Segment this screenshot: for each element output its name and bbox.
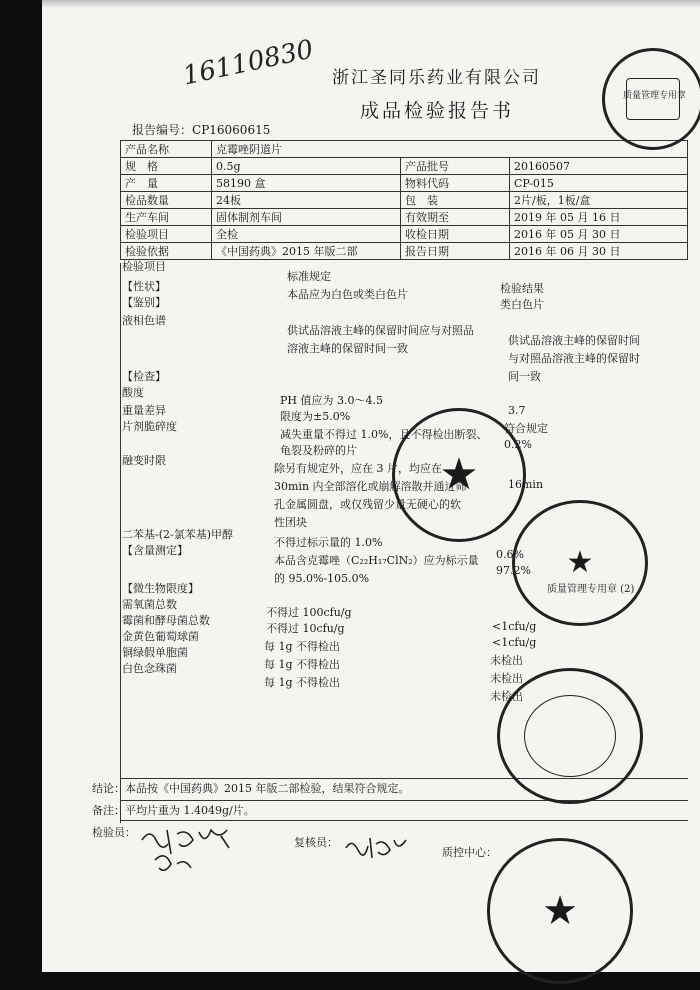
acidity-label: 酸度 [122, 386, 144, 399]
info-label: 检验项目 [121, 226, 212, 243]
seal-inner-ring [524, 695, 616, 777]
disintegration-label: 融变时限 [122, 454, 166, 467]
seal-star-icon: ★ [566, 545, 594, 580]
info-value: 全检 [212, 226, 401, 243]
aerobic-result: <1cfu/g [492, 620, 537, 633]
assay-standard-line-2: 的 95.0%-105.0% [274, 572, 370, 585]
assay-standard-line-1: 本品含克霉唑（C₂₂H₁₇ClN₂）应为标示量 [274, 554, 479, 567]
staph-label: 金黄色葡萄球菌 [122, 630, 199, 643]
info-value: 2016 年 06 月 30 日 [510, 243, 688, 260]
lc-standard-line-1: 供试品溶液主峰的保留时间应与对照品 [287, 324, 474, 337]
section-microbial: 【微生物限度】 [122, 582, 199, 595]
pseudomonas-result: 未检出 [490, 672, 523, 685]
remark: 备注：平均片重为 1.4049g/片。 [92, 804, 255, 817]
aerobic-standard: 不得过 100cfu/g [266, 606, 352, 619]
quality-seal-right [512, 500, 648, 626]
report-sheet [42, 8, 700, 972]
inspector-signature [137, 820, 267, 880]
candida-standard: 每 1g 不得检出 [264, 676, 341, 689]
company-name: 浙江圣同乐药业有限公司 [332, 68, 541, 88]
scan-black-edge-left [0, 0, 42, 990]
info-value: 20160507 [510, 158, 688, 175]
quality-seal-bottom-right [497, 668, 643, 804]
lc-result-line-2: 与对照品溶液主峰的保留时 [508, 352, 640, 365]
info-value: 《中国药典》2015 年版二部 [212, 243, 401, 260]
acidity-standard: PH 值应为 3.0～4.5 [280, 394, 383, 407]
lc-result-line-1: 供试品溶液主峰的保留时间 [508, 334, 640, 347]
section-identification: 【鉴别】 [122, 296, 166, 309]
company-seal-bottom [487, 838, 633, 984]
staph-standard: 每 1g 不得检出 [264, 640, 341, 653]
candida-result: 未检出 [490, 690, 523, 703]
info-label: 产品名称 [121, 141, 212, 158]
info-value: 24板 [212, 192, 401, 209]
info-label: 检品数量 [121, 192, 212, 209]
info-label: 检验依据 [121, 243, 212, 260]
info-label: 有效期至 [401, 209, 510, 226]
section-character: 【性状】 [122, 280, 166, 293]
friability-standard-line-1: 减失重量不得过 1.0%，且不得检出断裂、 [280, 428, 488, 441]
info-value: 0.5g [212, 158, 401, 175]
seal-star-icon: ★ [542, 888, 578, 934]
scan-shadow-top [42, 0, 700, 8]
info-value: CP-015 [510, 175, 688, 192]
conclusion: 结论：本品按《中国药典》2015 年版二部检验，结果符合规定。 [92, 782, 410, 795]
report-number [132, 121, 270, 138]
info-value: 固体制剂车间 [212, 209, 401, 226]
assay-result: 97.2% [496, 564, 531, 577]
info-label: 生产车间 [121, 209, 212, 226]
pseudomonas-standard: 每 1g 不得检出 [264, 658, 341, 671]
staph-result: 未检出 [490, 654, 523, 667]
lc-standard-line-2: 溶液主峰的保留时间一致 [287, 342, 408, 355]
pseudomonas-label: 铜绿假单胞菌 [122, 646, 188, 659]
seal-star-icon: ★ [439, 449, 479, 500]
info-row [121, 192, 688, 209]
disintegration-standard-line-2: 30min 内全部溶化或崩解溶散并通过筛 [274, 480, 467, 493]
info-label: 报告日期 [401, 243, 510, 260]
impurity-result: 0.6% [496, 548, 524, 561]
info-row [121, 226, 688, 243]
report-number-label: 报告编号： [132, 123, 193, 137]
mold-yeast-result: <1cfu/g [492, 636, 537, 649]
info-value: 克霉唑阴道片 [212, 141, 688, 158]
info-value: 2016 年 05 月 30 日 [510, 226, 688, 243]
reviewer-label: 复核员： [294, 836, 338, 849]
friability-result: 0.2% [504, 438, 532, 451]
disintegration-standard-line-4: 性团块 [274, 516, 307, 529]
report-number-value: CP16060615 [192, 123, 271, 137]
info-label: 收检日期 [401, 226, 510, 243]
section-check: 【检查】 [122, 370, 166, 383]
friability-standard-line-2: 龟裂及粉碎的片 [280, 444, 357, 457]
company-seal-center [392, 408, 526, 542]
candida-label: 白色念珠菌 [122, 662, 177, 675]
info-row [121, 243, 688, 260]
table-left-border [120, 263, 121, 823]
info-value: 2片/板，1板/盒 [510, 192, 688, 209]
character-standard: 本品应为白色或类白色片 [287, 288, 408, 301]
remark-top-border [120, 800, 688, 801]
seal-top-right-text: 质量管理专用章 [623, 91, 687, 101]
seal-right-text: 质量管理专用章 (2) [547, 584, 635, 595]
info-row [121, 158, 688, 175]
friability-label: 片剂脆碎度 [122, 420, 177, 433]
info-value: 2019 年 05 月 16 日 [510, 209, 688, 226]
info-label: 产品批号 [401, 158, 510, 175]
info-row [121, 209, 688, 226]
mold-yeast-standard: 不得过 10cfu/g [266, 622, 345, 635]
disintegration-result: 16min [508, 478, 544, 491]
product-info-table [120, 140, 688, 260]
document-title: 成品检验报告书 [360, 100, 515, 122]
inspector-label: 检验员： [92, 826, 136, 839]
info-label: 规 格 [121, 158, 212, 175]
mold-yeast-label: 霉菌和酵母菌总数 [122, 614, 210, 627]
weight-variation-label: 重量差异 [122, 404, 166, 417]
qa-label: 质控中心： [442, 846, 497, 859]
weight-variation-result: 符合规定 [504, 422, 548, 435]
col-header-standard: 标准规定 [287, 270, 331, 283]
quality-seal-top-right [602, 48, 700, 150]
col-header-result: 检验结果 [500, 282, 544, 295]
info-label: 物料代码 [401, 175, 510, 192]
lc-result-line-3: 间一致 [508, 370, 541, 383]
character-result: 类白色片 [500, 298, 544, 311]
section-assay: 【含量测定】 [122, 544, 188, 557]
info-value: 58190 盒 [212, 175, 401, 192]
acidity-result: 3.7 [508, 404, 526, 417]
info-label: 包 装 [401, 192, 510, 209]
reviewer-signature [342, 832, 412, 862]
lc-label: 液相色谱 [122, 314, 166, 327]
aerobic-label: 需氧菌总数 [122, 598, 177, 611]
disintegration-standard-line-3: 孔金属圆盘，或仅残留少量无硬心的软 [274, 498, 461, 511]
col-header-item: 检验项目 [122, 260, 166, 273]
handwritten-number: 16110830 [180, 34, 317, 92]
weight-variation-standard: 限度为±5.0% [280, 410, 351, 423]
disintegration-standard-line-1: 除另有规定外，应在 3 片，均应在 [274, 462, 442, 475]
info-row [121, 141, 688, 158]
impurity-standard: 不得过标示量的 1.0% [274, 536, 383, 549]
info-row [121, 175, 688, 192]
impurity-label: 二苯基-(2-氯苯基)甲醇 [122, 528, 234, 541]
info-label: 产 量 [121, 175, 212, 192]
